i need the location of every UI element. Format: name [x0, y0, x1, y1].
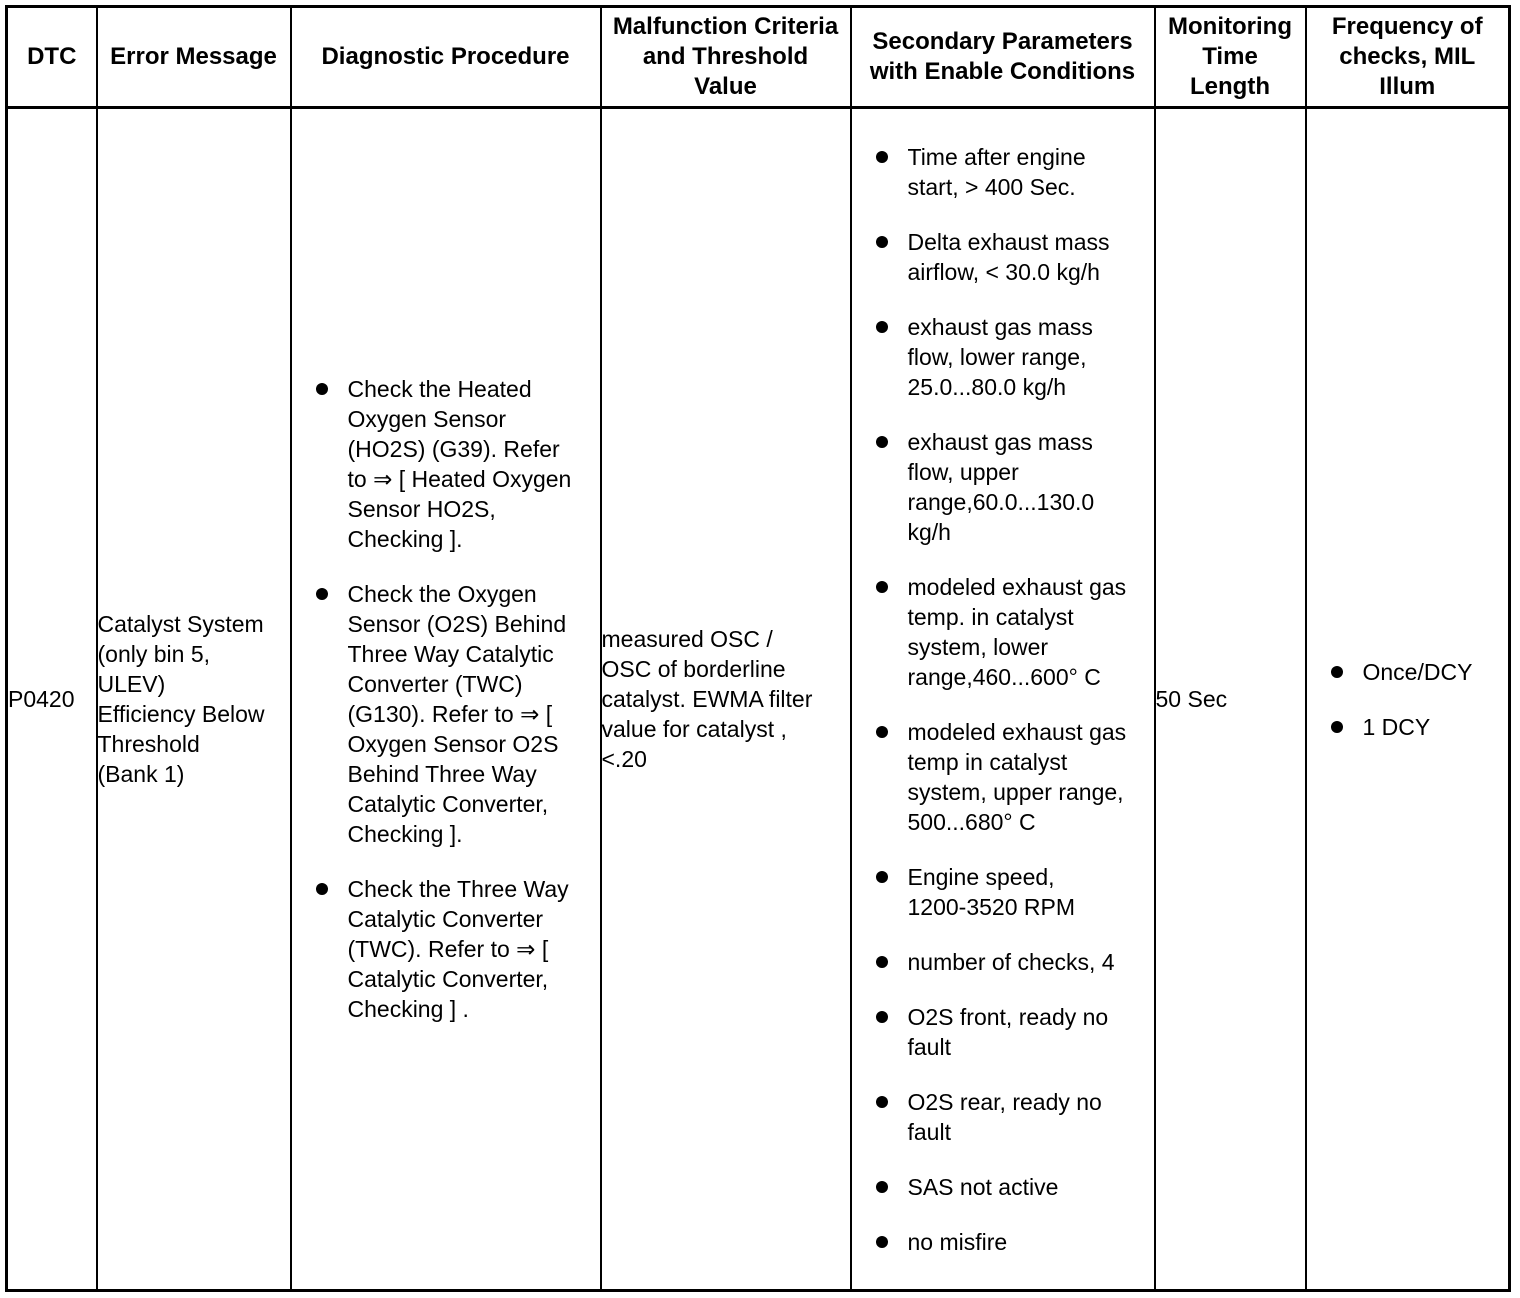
- bullet-icon: [876, 436, 888, 448]
- parameter-text: O2S rear, ready no fault: [907, 1088, 1102, 1145]
- bullet-icon: [876, 1011, 888, 1023]
- error-message: Catalyst System (only bin 5, ULEV) Efficiency Below Threshold (Bank 1): [97, 108, 291, 1291]
- parameter-item: [908, 142, 1150, 202]
- procedure-text: Check the Oxygen Sensor (O2S) Behind Three Way Catalytic Converter (TWC) (G130). Refer to ⇒ [ Oxygen Sensor O2S Behind Three Way Catalytic Converter, Checking ].: [347, 581, 567, 847]
- bullet-icon: [876, 236, 888, 248]
- header-frequency: Frequency of checks, MIL Illum: [1306, 7, 1510, 108]
- secondary-parameters-cell: [851, 108, 1155, 1291]
- bullet-icon: [876, 1181, 888, 1193]
- malfunction-criteria: measured OSC / OSC of borderline catalyst. EWMA filter value for catalyst , <.20: [601, 108, 851, 1291]
- parameter-item: [908, 1227, 1150, 1257]
- procedure-item: [348, 374, 594, 554]
- parameter-text: Time after engine start, > 400 Sec.: [907, 143, 1086, 200]
- parameter-item: [908, 717, 1150, 837]
- parameter-text: number of checks, 4: [907, 948, 1115, 975]
- procedure-item: [348, 579, 594, 849]
- parameter-text: Delta exhaust mass airflow, < 30.0 kg/h: [907, 228, 1110, 285]
- frequency-text: Once/DCY: [1362, 658, 1473, 685]
- frequency-item: [1363, 657, 1509, 687]
- parameter-text: no misfire: [907, 1228, 1008, 1255]
- bullet-icon: [1331, 666, 1343, 678]
- parameter-item: [908, 572, 1150, 692]
- parameter-item: [908, 862, 1150, 922]
- parameter-item: [908, 1087, 1150, 1147]
- header-secondary-parameters: Secondary Parameters with Enable Conditions: [851, 7, 1155, 108]
- parameter-item: [908, 227, 1150, 287]
- bullet-icon: [876, 1096, 888, 1108]
- bullet-icon: [316, 383, 328, 395]
- header-row: [7, 7, 1510, 108]
- frequency-text: 1 DCY: [1362, 713, 1431, 740]
- frequency-cell: [1306, 108, 1510, 1291]
- dtc-code: P0420: [7, 108, 97, 1291]
- parameter-item: [908, 312, 1150, 402]
- frequency-item: [1363, 712, 1509, 742]
- dtc-table: [5, 5, 1511, 1292]
- bullet-icon: [876, 321, 888, 333]
- bullet-icon: [876, 871, 888, 883]
- parameter-item: [908, 427, 1150, 547]
- header-diagnostic-procedure: Diagnostic Procedure: [291, 7, 601, 108]
- bullet-icon: [876, 956, 888, 968]
- table-row: [7, 108, 1510, 1291]
- monitoring-time: 50 Sec: [1155, 108, 1306, 1291]
- parameter-text: modeled exhaust gas temp. in catalyst system, lower range,460...600° C: [907, 573, 1127, 690]
- bullet-icon: [876, 1236, 888, 1248]
- diagnostic-procedure-list: [292, 374, 600, 1024]
- header-monitoring-time: Monitoring Time Length: [1155, 7, 1306, 108]
- parameter-item: [908, 1172, 1150, 1202]
- bullet-icon: [1331, 721, 1343, 733]
- diagnostic-procedure-cell: [291, 108, 601, 1291]
- parameter-item: [908, 1002, 1150, 1062]
- parameter-text: SAS not active: [907, 1173, 1059, 1200]
- procedure-text: Check the Heated Oxygen Sensor (HO2S) (G39). Refer to ⇒ [ Heated Oxygen Sensor HO2S, Checking ].: [347, 376, 572, 552]
- procedure-text: Check the Three Way Catalytic Converter (TWC). Refer to ⇒ [ Catalytic Converter, Checking ] .: [347, 876, 569, 1022]
- bullet-icon: [876, 151, 888, 163]
- header-error-message: Error Message: [97, 7, 291, 108]
- frequency-list: [1307, 657, 1509, 742]
- bullet-icon: [876, 581, 888, 593]
- parameter-text: modeled exhaust gas temp in catalyst system, upper range, 500...680° C: [907, 718, 1127, 835]
- procedure-item: [348, 874, 594, 1024]
- parameter-text: Engine speed, 1200-3520 RPM: [907, 863, 1075, 920]
- bullet-icon: [876, 726, 888, 738]
- parameter-item: [908, 947, 1150, 977]
- parameter-text: exhaust gas mass flow, lower range, 25.0...80.0 kg/h: [907, 313, 1093, 400]
- parameter-text: exhaust gas mass flow, upper range,60.0...130.0 kg/h: [907, 428, 1095, 545]
- header-dtc: DTC: [7, 7, 97, 108]
- secondary-parameters-list: [852, 142, 1154, 1257]
- bullet-icon: [316, 883, 328, 895]
- header-malfunction-criteria: Malfunction Criteria and Threshold Value: [601, 7, 851, 108]
- parameter-text: O2S front, ready no fault: [907, 1003, 1109, 1060]
- bullet-icon: [316, 588, 328, 600]
